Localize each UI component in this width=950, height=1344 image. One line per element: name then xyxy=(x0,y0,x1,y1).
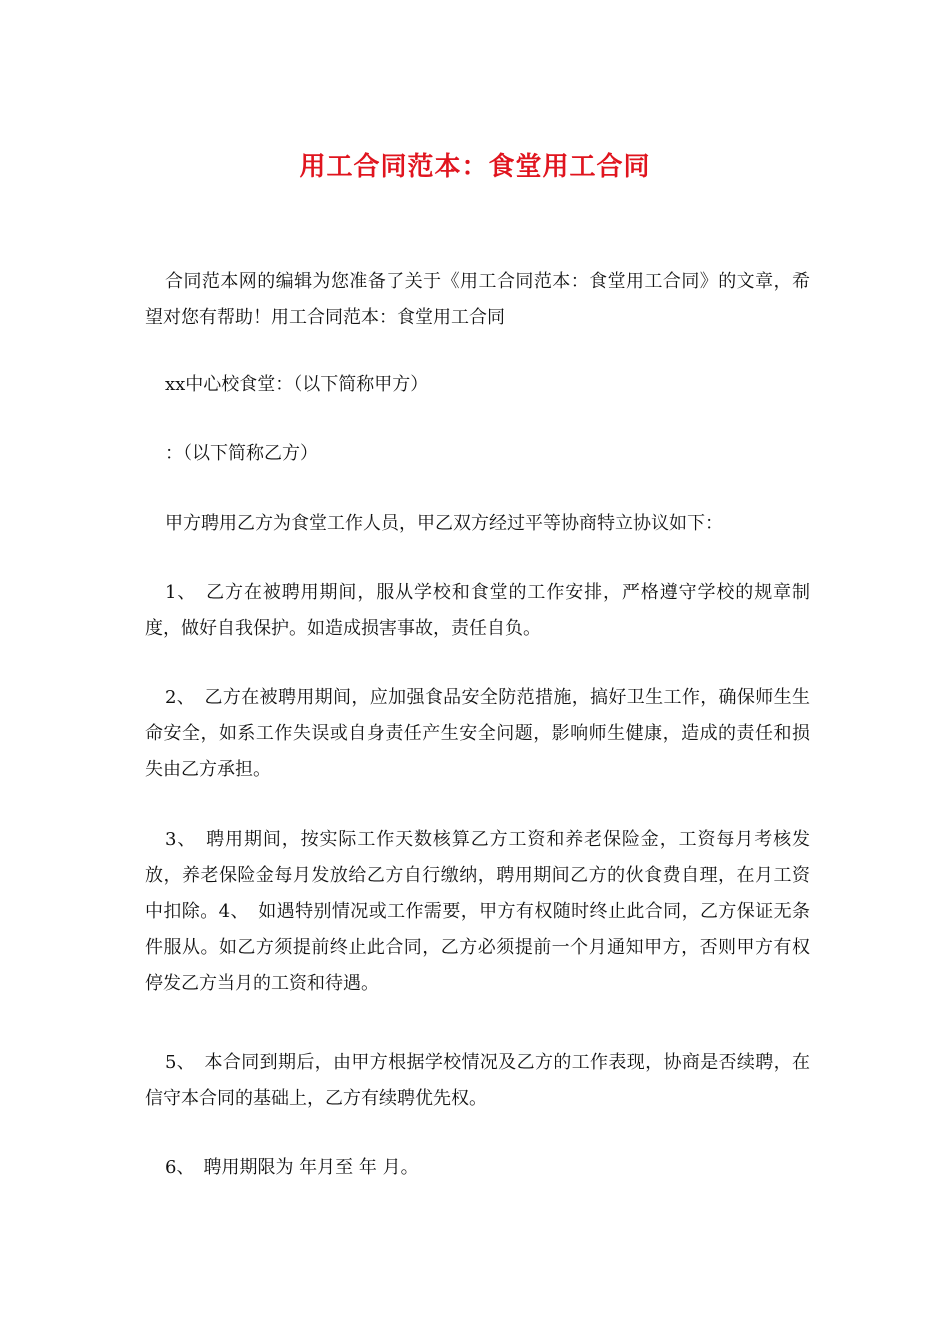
party-b-line: ：（以下简称乙方） xyxy=(165,443,318,464)
preamble-paragraph: 甲方聘用乙方为食堂工作人员，甲乙双方经过平等协商特立协议如下： xyxy=(165,513,723,534)
clause-6: 6、 聘用期限为 年月至 年 月。 xyxy=(165,1157,419,1178)
intro-paragraph: 合同范本网的编辑为您准备了关于《用工合同范本：食堂用工合同》的文章，希望对您有帮助！用工合同范本：食堂用工合同 xyxy=(145,271,810,328)
clause-5: 5、 本合同到期后，由甲方根据学校情况及乙方的工作表现，协商是否续聘，在信守本合同的基础上，乙方有续聘优先权。 xyxy=(145,1052,810,1109)
clause-3-4: 3、 聘用期间，按实际工作天数核算乙方工资和养老保险金，工资每月考核发放，养老保险金每月发放给乙方自行缴纳，聘用期间乙方的伙食费自理，在月工资中扣除。4、 如遇特别情况或工作需要，甲方有权随时终止此合同，乙方保证无条件服从。如乙方须提前终止此合同，乙方必须提前一个月通知甲方，否则甲方有权停发乙方当月的工资和待遇。 xyxy=(145,829,810,994)
party-a-line: xx中心校食堂：（以下简称甲方） xyxy=(165,374,429,395)
document-title: 用工合同范本：食堂用工合同 xyxy=(299,152,651,182)
clause-2: 2、 乙方在被聘用期间，应加强食品安全防范措施，搞好卫生工作，确保师生生命安全，如系工作失误或自身责任产生安全问题，影响师生健康，造成的责任和损失由乙方承担。 xyxy=(145,687,810,780)
clause-1: 1、 乙方在被聘用期间，服从学校和食堂的工作安排，严格遵守学校的规章制度，做好自我保护。如造成损害事故，责任自负。 xyxy=(145,582,810,639)
